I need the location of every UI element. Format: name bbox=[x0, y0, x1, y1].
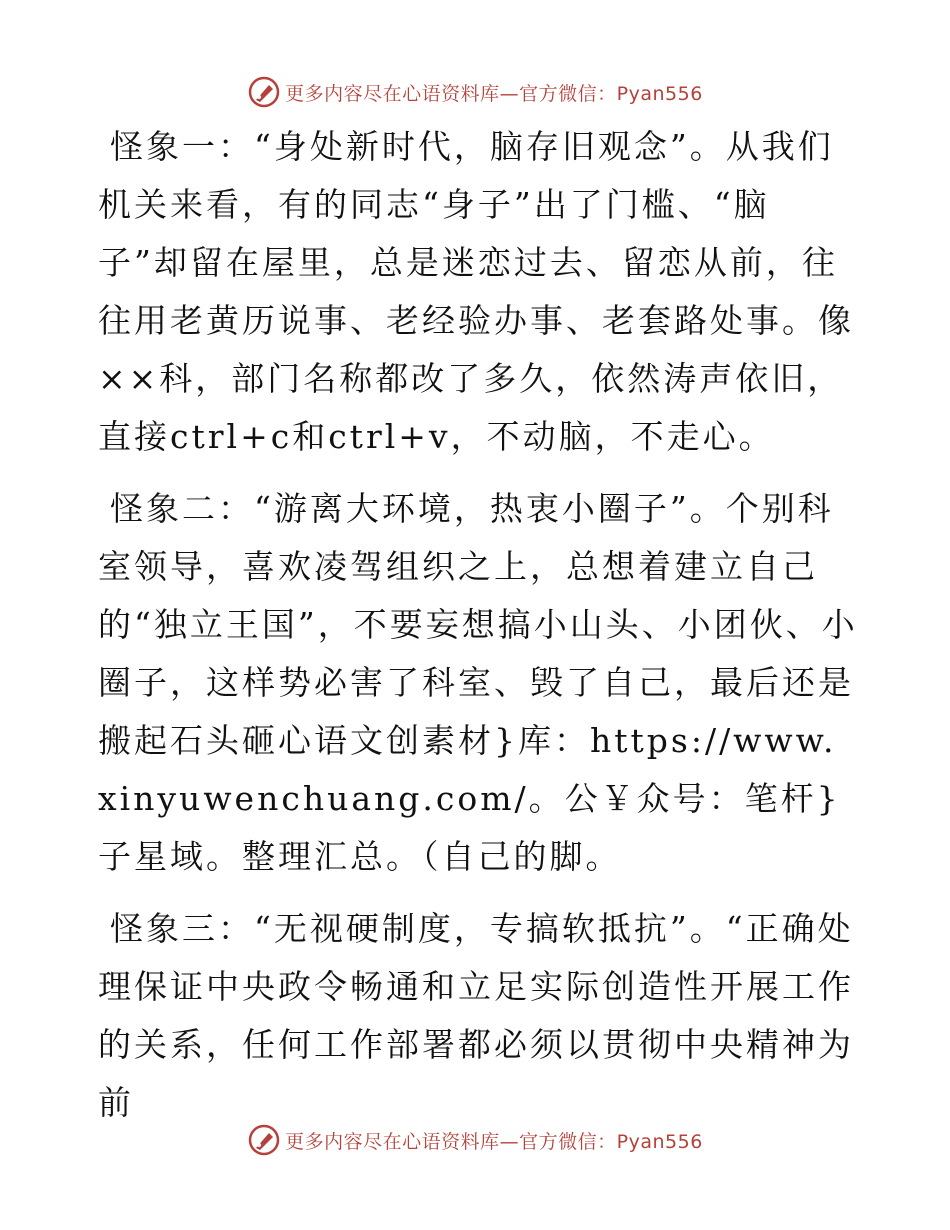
footer-banner-text: 更多内容尽在心语资料库—官方微信：Pyan556 bbox=[285, 1130, 703, 1153]
paragraph-3 bbox=[98, 900, 858, 1132]
document-body bbox=[98, 118, 858, 1146]
pen-nib-logo-icon bbox=[247, 1123, 281, 1157]
pen-nib-logo-icon bbox=[247, 75, 281, 109]
header-banner-text: 更多内容尽在心语资料库—官方微信：Pyan556 bbox=[285, 82, 703, 105]
paragraph-2 bbox=[98, 480, 858, 886]
paragraph-1 bbox=[98, 118, 858, 466]
paragraph-3-text: 怪象三：“无视硬制度，专搞软抵抗”。“正确处理保证中央政令畅通和立足实际创造性开展工作的关系，任何工作部署都必须以贯彻中央精神为前 bbox=[98, 909, 854, 1122]
paragraph-2-text: 怪象二：“游离大环境，热衷小圈子”。个别科室领导，喜欢凌驾组织之上，总想着建立自己的“独立王国”，不要妄想搞小山头、小团伙、小圈子，这样势必害了科室、毁了自己，最后还是搬起石头砸心语文创素材}库：https://www.xinyuwenchuang.com/。公￥众号：笔杆}子星域。整理汇总。（自己的脚。 bbox=[98, 489, 858, 876]
footer-watermark-banner bbox=[0, 1120, 950, 1160]
paragraph-1-text: 怪象一：“身处新时代，脑存旧观念”。从我们机关来看，有的同志“身子”出了门槛、“脑子”却留在屋里，总是迷恋过去、留恋从前，往往用老黄历说事、老经验办事、老套路处事。像××科，部门名称都改了多久，依然涛声依旧，直接ctrl+c和ctrl+v，不动脑，不走心。 bbox=[98, 127, 854, 456]
header-watermark-banner bbox=[0, 72, 950, 112]
